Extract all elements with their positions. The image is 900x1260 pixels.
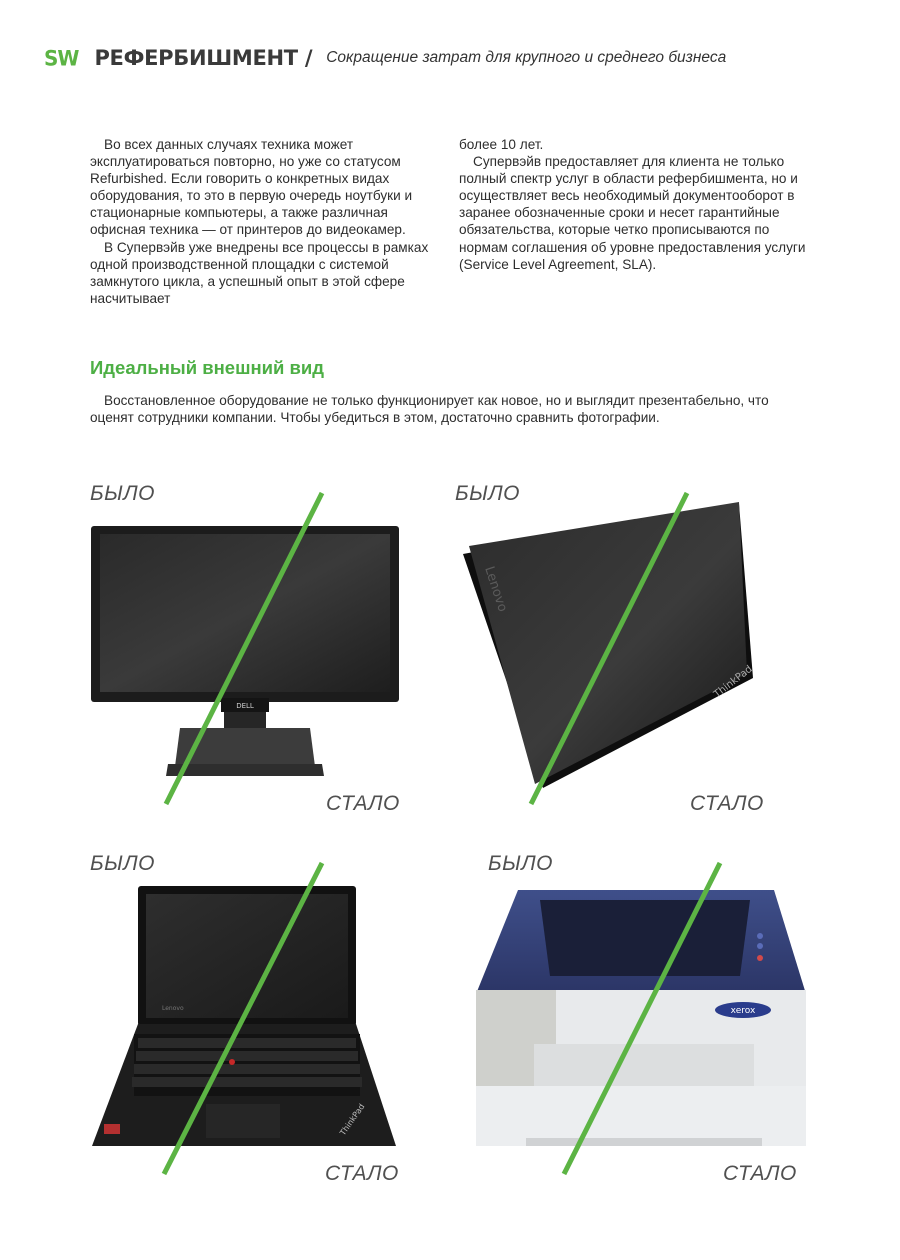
section-heading: Идеальный внешний вид <box>90 357 325 378</box>
closed-laptop-image <box>455 488 765 808</box>
after-label: СТАЛО <box>723 1162 797 1185</box>
intro-column-2 <box>459 136 811 273</box>
after-label: СТАЛО <box>326 792 400 815</box>
paragraph: В Супервэйв уже внедрены все процессы в рамках одной производственной площадки с системой замкнутого цикла, а успешный опыт в этой сфере насчитывает <box>90 239 429 306</box>
section-paragraph: Восстановленное оборудование не только функционирует как новое, но и выглядит презентабельно, что оценят сотрудники компании. Чтобы убедиться в этом, достаточно сравнить фотографии. <box>90 393 769 426</box>
paragraph: более 10 лет. <box>459 137 544 152</box>
brand-mark: ThinkPad <box>712 663 755 701</box>
before-label: БЫЛО <box>488 852 554 875</box>
brand-mark: Lenovo <box>481 564 510 614</box>
printer-image <box>470 858 810 1178</box>
brand-mark: Lenovo <box>162 1005 184 1012</box>
printer-photo <box>470 858 810 1178</box>
paragraph: Во всех данных случаях техника может эксплуатироваться повторно, но уже со статусом Refurbished. Если говорить о конкретных видах оборудования, то это в первую очередь ноутбуки и стационарные компьютеры, а также различная офисная техника — от принтеров до видеокамер. <box>90 137 413 238</box>
after-label: СТАЛО <box>690 792 764 815</box>
before-label: БЫЛО <box>455 482 521 505</box>
monitor-photo <box>88 488 418 808</box>
monitor-image <box>88 488 418 808</box>
logo: SW <box>44 45 79 71</box>
page-header <box>44 44 726 72</box>
before-label: БЫЛО <box>90 852 156 875</box>
open-laptop-photo <box>88 858 418 1178</box>
before-label: БЫЛО <box>90 482 156 505</box>
header-subtitle: Сокращение затрат для крупного и среднего бизнеса <box>326 49 727 66</box>
brand-mark: ThinkPad <box>338 1102 367 1138</box>
paragraph: Супервэйв предоставляет для клиента не только полный спектр услуг в области рефербишмента, но и осуществляет весь необходимый документооборот в заранее обозначенные сроки и несет гарантийные обязательства, которые четко прописываются по нормам соглашения об уровне предоставления услуги (Service Level Agreement, SLA). <box>459 154 806 272</box>
brand-mark: xerox <box>730 1006 756 1016</box>
closed-laptop-photo <box>455 488 765 808</box>
brand-title: РЕФЕРБИШМЕНТ / <box>94 46 313 70</box>
intro-column-1 <box>90 136 442 307</box>
after-label: СТАЛО <box>325 1162 399 1185</box>
brand-mark: DELL <box>236 702 254 710</box>
open-laptop-image <box>88 858 418 1178</box>
